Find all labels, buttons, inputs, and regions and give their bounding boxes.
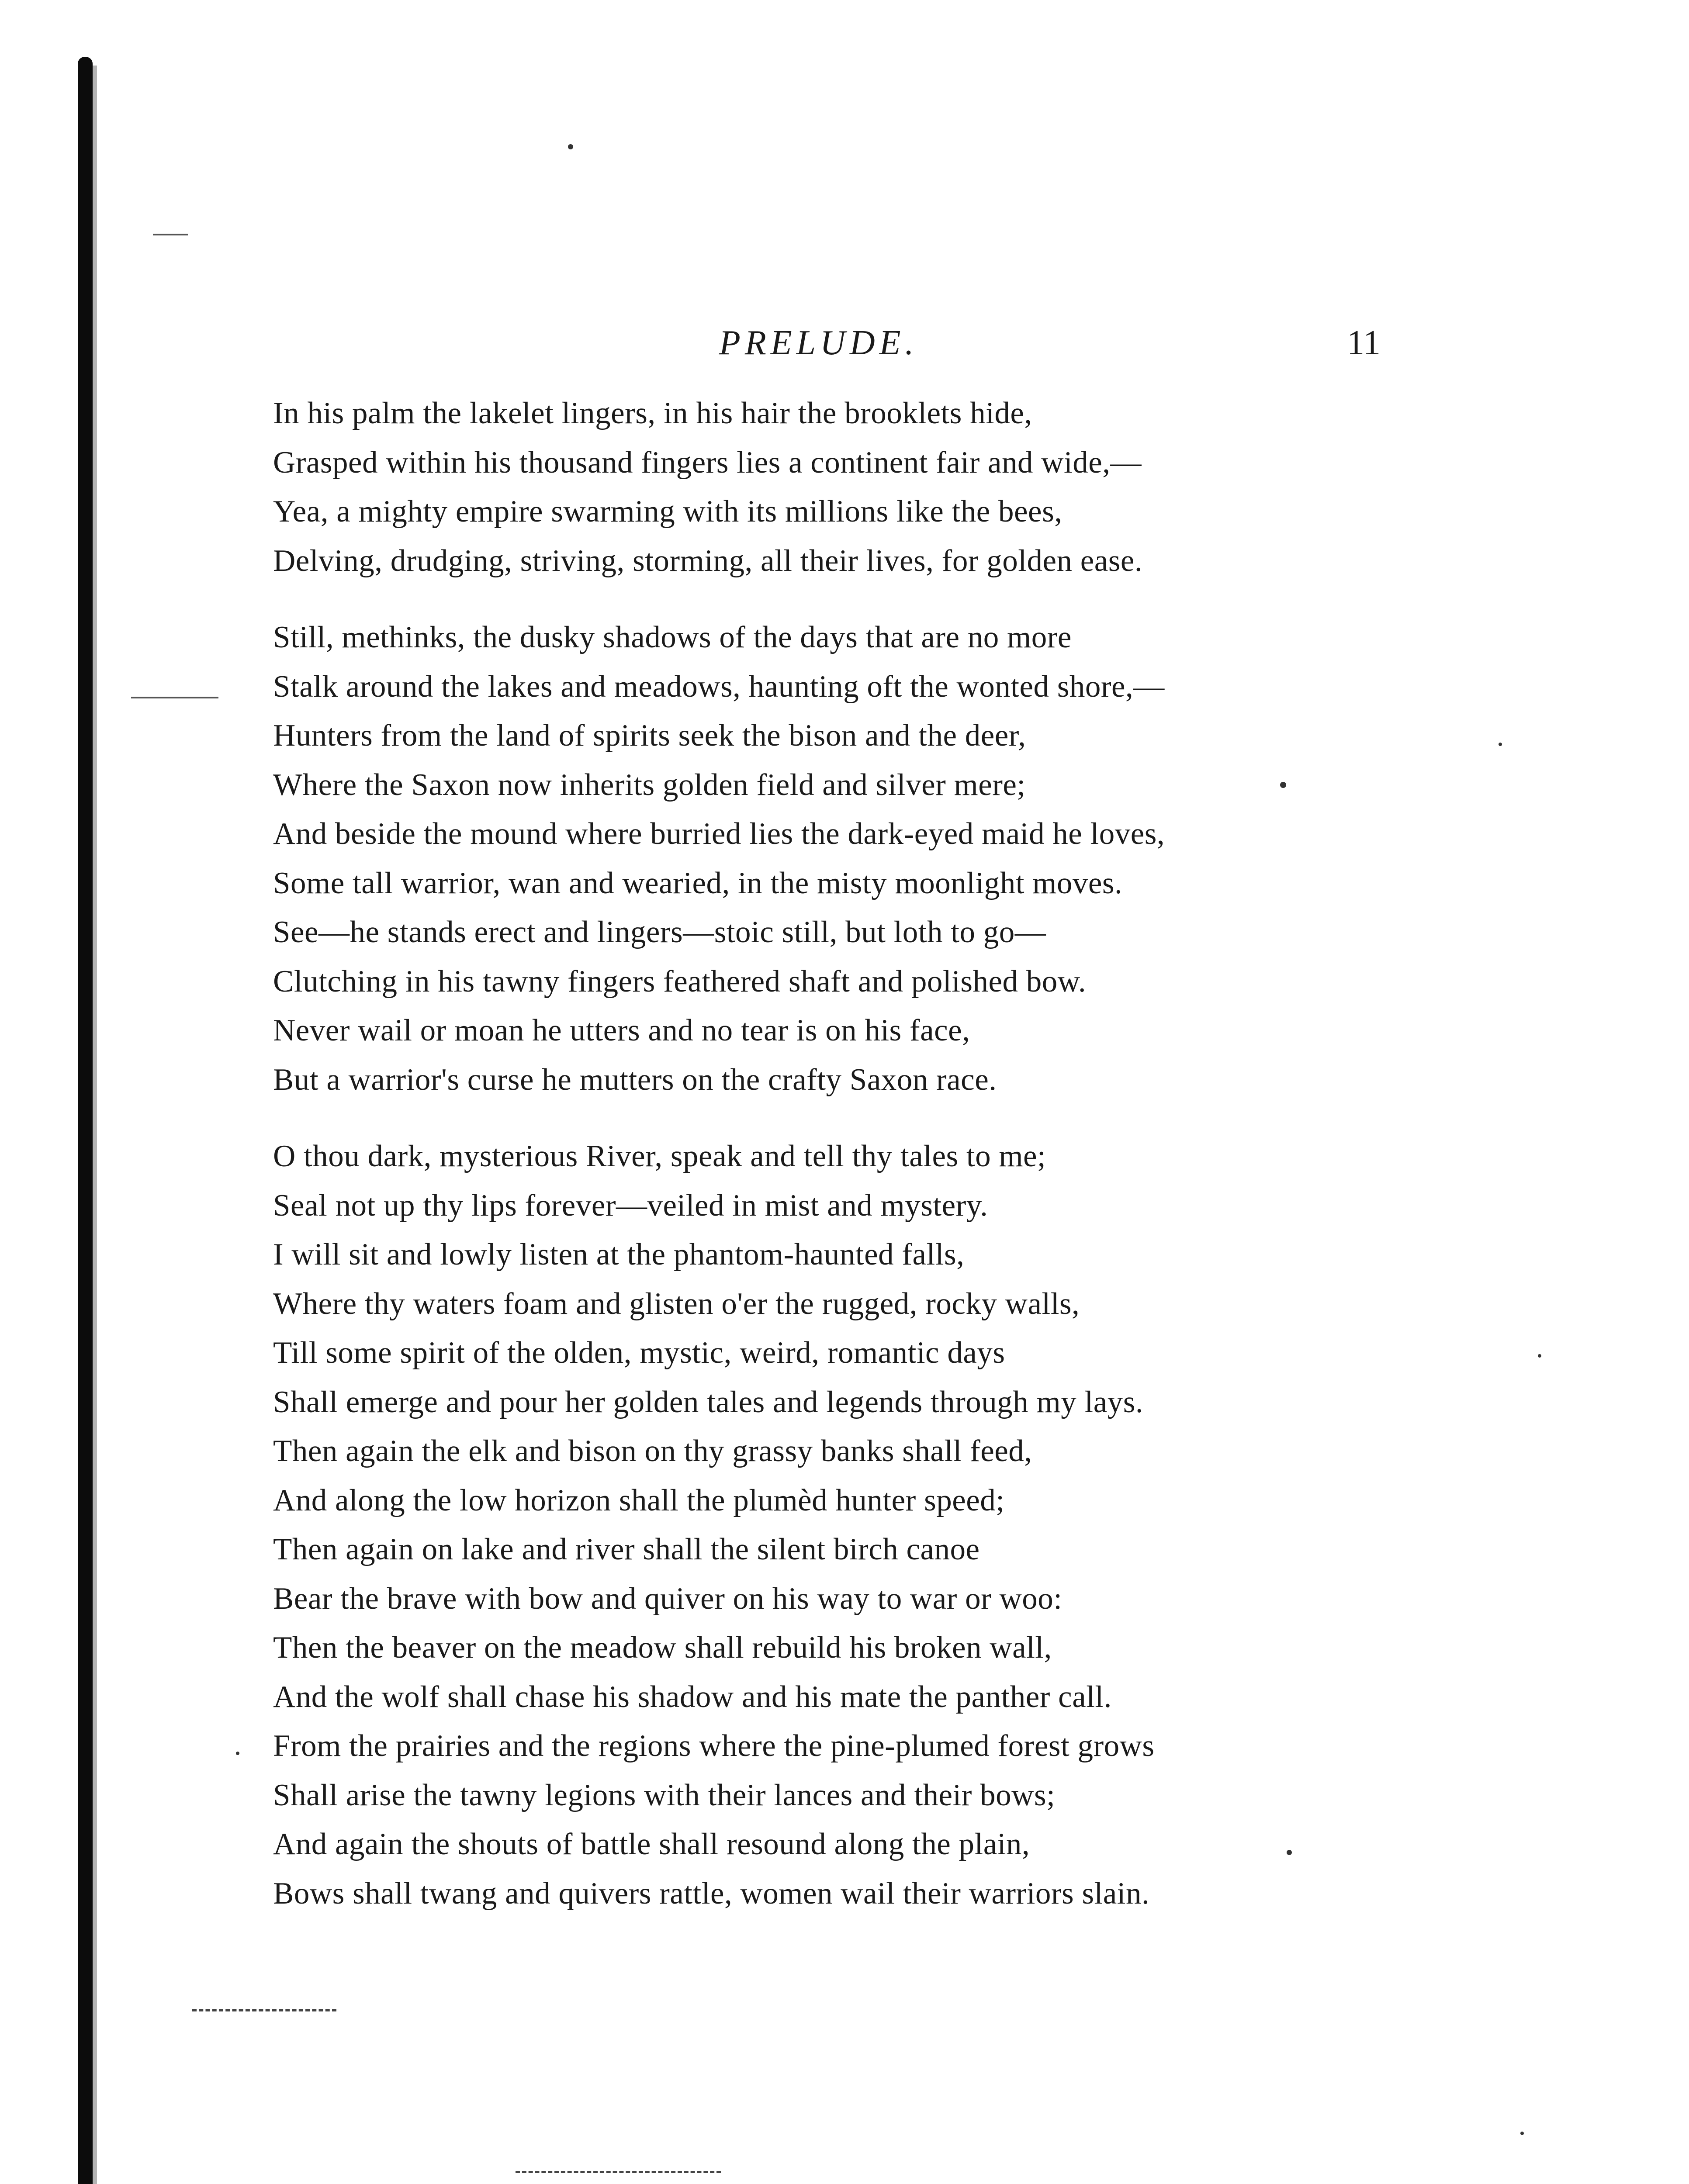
poem-line: Till some spirit of the olden, mystic, weird, romantic days [273, 1336, 1005, 1370]
poem-line: And the wolf shall chase his shadow and his mate the panther call. [273, 1679, 1112, 1714]
stanza [273, 1132, 1383, 1918]
poem-line: Clutching in his tawny fingers feathered shaft and polished bow. [273, 964, 1087, 999]
stanza [273, 389, 1383, 585]
poem-line: Then the beaver on the meadow shall rebuild his broken wall, [273, 1631, 1052, 1665]
scan-speck [568, 144, 573, 149]
poem-line: Hunters from the land of spirits seek the bison and the deer, [273, 719, 1026, 753]
scan-speck [1520, 2132, 1524, 2135]
poem-line: Bear the brave with bow and quiver on his way to war or woo: [273, 1581, 1063, 1616]
page-number: 11 [1346, 324, 1381, 362]
poem-line: Some tall warrior, wan and wearied, in the misty moonlight moves. [273, 866, 1123, 900]
poem-line: Yea, a mighty empire swarming with its millions like the bees, [273, 494, 1063, 529]
page-binding-edge [78, 57, 93, 2184]
poem-line: See—he stands erect and lingers—stoic still, but loth to go— [273, 915, 1046, 949]
poem-body [273, 389, 1383, 1946]
poem-line: And along the low horizon shall the plumèd hunter speed; [273, 1483, 1005, 1517]
page-ornament [516, 2171, 721, 2173]
poem-line: Grasped within his thousand fingers lies a continent fair and wide,— [273, 445, 1142, 480]
poem-line: Still, methinks, the dusky shadows of the days that are no more [273, 620, 1072, 654]
scan-speck [1538, 1354, 1541, 1358]
poem-line: Delving, drudging, striving, storming, all their lives, for golden ease. [273, 543, 1143, 578]
poem-line: O thou dark, mysterious River, speak and tell thy tales to me; [273, 1139, 1046, 1173]
margin-mark [131, 697, 218, 698]
poem-line: And beside the mound where burried lies the dark-eyed maid he loves, [273, 817, 1165, 851]
poem-line: Never wail or moan he utters and no tear is on his face, [273, 1013, 970, 1047]
poem-line: Then again the elk and bison on thy grassy banks shall feed, [273, 1434, 1032, 1468]
scan-speck [1499, 743, 1502, 746]
margin-mark [153, 234, 188, 235]
page-binding-shadow [93, 66, 97, 2184]
poem-line: Bows shall twang and quivers rattle, women wail their warriors slain. [273, 1876, 1150, 1911]
poem-line: Shall arise the tawny legions with their lances and their bows; [273, 1778, 1056, 1812]
running-head [271, 319, 1381, 367]
poem-line: From the prairies and the regions where the pine-plumed forest grows [273, 1729, 1155, 1763]
scan-speck [236, 1752, 239, 1755]
poem-line: I will sit and lowly listen at the phantom-haunted falls, [273, 1237, 965, 1272]
poem-line: Seal not up thy lips forever—veiled in mist and mystery. [273, 1188, 988, 1223]
poem-line: Stalk around the lakes and meadows, haunting oft the wonted shore,— [273, 669, 1165, 704]
poem-line: Shall emerge and pour her golden tales and legends through my lays. [273, 1385, 1144, 1419]
poem-line: Then again on lake and river shall the silent birch canoe [273, 1532, 980, 1566]
stanza [273, 613, 1383, 1104]
running-title: PRELUDE. [719, 324, 918, 362]
poem-line: Where the Saxon now inherits golden field and silver mere; [273, 767, 1026, 802]
page-ornament [192, 2009, 336, 2011]
poem-line: Where thy waters foam and glisten o'er the rugged, rocky walls, [273, 1286, 1080, 1321]
poem-line: And again the shouts of battle shall resound along the plain, [273, 1827, 1030, 1861]
poem-line: But a warrior's curse he mutters on the crafty Saxon race. [273, 1062, 997, 1097]
poem-line: In his palm the lakelet lingers, in his hair the brooklets hide, [273, 396, 1032, 430]
